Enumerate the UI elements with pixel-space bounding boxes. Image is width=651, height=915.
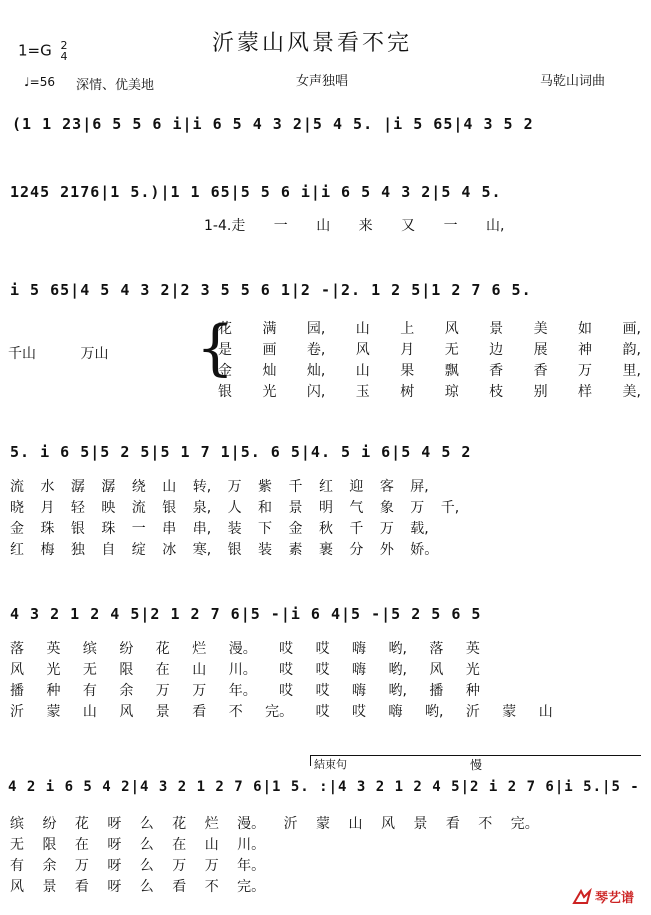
tempo-mark: ♩=56 <box>24 75 55 89</box>
lyric-line-5-verse-1: 落 英 缤 纷 花 烂 漫。 哎 哎 嗨 哟, 落 英 <box>10 641 480 657</box>
verse-brace: { <box>196 313 235 383</box>
page-title: 沂蒙山风景看不完 <box>212 31 413 56</box>
notation-line-3: i 5 65|4 5 4 3 2|2 3 5 5 6 1|2 -|2. 1 2 5|1 2 7 6 5. <box>10 281 532 299</box>
lyric-line-5-verse-4: 沂 蒙 山 风 景 看 不 完。 哎 哎 嗨 哟, 沂 蒙 山 <box>10 704 553 720</box>
lyric-line-4-verse-4: 红 梅 独 自 绽 冰 寒, 银 装 素 裹 分 外 娇。 <box>10 542 439 558</box>
time-signature <box>61 40 68 62</box>
site-watermark <box>572 887 634 906</box>
lyric-line-4-verse-2: 晓 月 轻 映 流 银 泉, 人 和 景 明 气 象 万 千, <box>10 500 460 516</box>
lyric-line-4-verse-3: 金 珠 银 珠 一 串 串, 装 下 金 秋 千 万 载, <box>10 521 429 537</box>
time-sig-denominator: 4 <box>60 50 68 63</box>
lyric-line-2: 1-4.走 一 山 来 又 一 山, <box>204 218 505 234</box>
lyric-line-6-verse-1: 缤 纷 花 呀 么 花 烂 漫。 沂 蒙 山 风 景 看 不 完。 <box>10 816 539 832</box>
time-sig-numerator: 2 <box>60 39 68 52</box>
ending-mark: 結束句 <box>314 758 347 771</box>
lyric-line-5-verse-3: 播 种 有 余 万 万 年。 哎 哎 嗨 哟, 播 种 <box>10 683 480 699</box>
key-signature <box>18 40 68 62</box>
watermark-text: 琴艺谱 <box>595 891 635 906</box>
expression-mark: 深情、优美地 <box>76 78 155 93</box>
notation-line-2: 1245 2176|1 5.)|1 1 65|5 5 6 i|i 6 5 4 3 2|5 4 5. <box>10 183 502 201</box>
notation-line-5: 4 3 2 1 2 4 5|2 1 2 7 6|5 -|i 6 4|5 -|5 2 5 6 5 <box>10 605 482 623</box>
lyric-line-6-verse-2: 无 限 在 呀 么 在 山 川。 <box>10 837 266 853</box>
logo-icon <box>572 888 592 906</box>
lyric-line-4-verse-1: 流 水 潺 潺 绕 山 转, 万 紫 千 红 迎 客 屏, <box>10 479 429 495</box>
key-label: 1=G <box>18 41 52 60</box>
lyric-line-5-verse-2: 风 光 无 限 在 山 川。 哎 哎 嗨 哟, 风 光 <box>10 662 480 678</box>
notation-line-4: 5. i 6 5|5 2 5|5 1 7 1|5. 6 5|4. 5 i 6|5 4 5 2 <box>10 443 472 461</box>
lyric-line-3-verse-1: 花 满 园, 山 上 风 景 美 如 画, <box>218 321 641 337</box>
composer-credit: 马乾山词曲 <box>540 74 606 89</box>
notation-line-6: 4 2 i 6 5 4 2|4 3 2 1 2 7 6|1 5. :|4 3 2 1 2 4 5|2 i 2 7 6|i 5.|5 - <box>8 779 640 795</box>
lyric-line-6-verse-3: 有 余 万 呀 么 万 万 年。 <box>10 858 266 874</box>
lyric-line-6-verse-4: 风 景 看 呀 么 看 不 完。 <box>10 879 266 895</box>
slow-mark: 慢 <box>470 758 483 772</box>
notation-line-1: (1 1 23|6 5 5 6 i|i 6 5 4 3 2|5 4 5. |i 5 65|4 3 5 2 <box>12 115 534 133</box>
performance-type: 女声独唱 <box>296 74 349 89</box>
verse-prefix: 千山 万山 <box>8 346 109 362</box>
lyric-line-3-verse-2: 是 画 卷, 风 月 无 边 展 神 韵, <box>218 342 641 358</box>
lyric-line-3-verse-3: 金 灿 灿, 山 果 飘 香 香 万 里, <box>218 363 641 379</box>
lyric-line-3-verse-4: 银 光 闪, 玉 树 琼 枝 别 样 美, <box>218 384 641 400</box>
